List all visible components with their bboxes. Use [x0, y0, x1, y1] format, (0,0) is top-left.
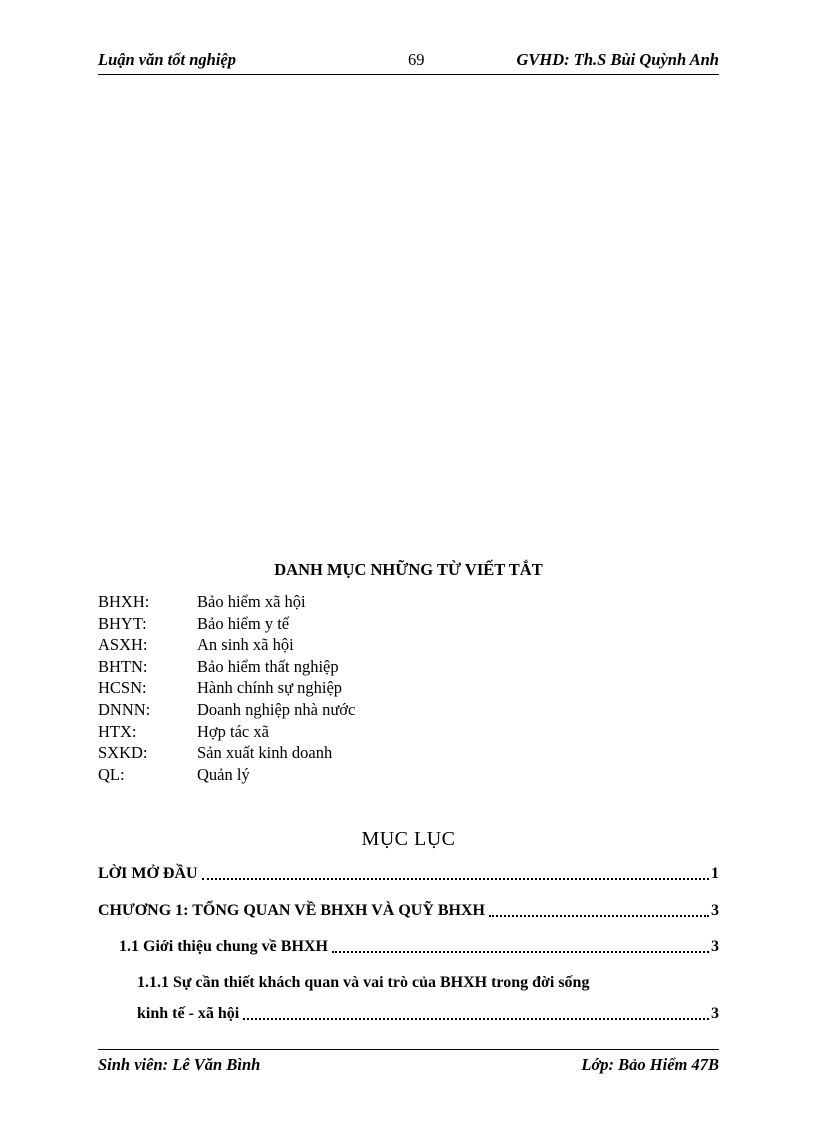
abbreviation-value: Bảo hiểm xã hội — [197, 592, 306, 611]
toc-entry-page: 1 — [711, 865, 719, 882]
abbreviation-value: Quản lý — [197, 764, 250, 784]
header-advisor: GVHD: Th.S Bùi Quỳnh Anh — [516, 50, 719, 69]
toc-entry-page: 3 — [711, 902, 719, 919]
toc-entry-section-1-1-1-line1[interactable]: 1.1.1 Sự cần thiết khách quan và vai trò của BHXH trong đời sống — [137, 974, 590, 991]
abbreviation-row — [98, 656, 355, 678]
abbreviation-row — [98, 721, 355, 743]
toc-entry-chapter-1[interactable] — [98, 902, 719, 920]
abbreviation-key: SXKD: — [98, 743, 148, 763]
abbreviation-key: BHYT: — [98, 613, 147, 633]
abbreviation-value: Bảo hiểm y tế — [197, 613, 290, 633]
abbreviation-key: HTX: — [98, 721, 137, 741]
toc-entry-section-1-1[interactable] — [119, 938, 719, 956]
abbreviation-row — [98, 613, 355, 635]
abbreviation-value: Doanh nghiệp nhà nước — [197, 699, 356, 719]
abbreviation-row — [98, 677, 355, 699]
abbreviation-value: Bảo hiểm thất nghiệp — [197, 656, 339, 676]
abbreviation-row — [98, 742, 355, 764]
toc-title: MỤC LỤC — [361, 828, 456, 850]
toc-entry-label: LỜI MỞ ĐẦU — [98, 865, 198, 882]
abbreviation-value: An sinh xã hội — [197, 635, 294, 655]
abbreviation-key: DNNN: — [98, 699, 151, 719]
footer-class: Lớp: Bảo Hiểm 47B — [581, 1055, 719, 1074]
abbreviation-row — [98, 764, 355, 786]
page-footer — [98, 1049, 719, 1076]
header-thesis-title: Luận văn tốt nghiệp — [98, 50, 236, 69]
toc-entry-intro[interactable] — [98, 865, 719, 883]
toc-entry-page: 3 — [711, 1005, 719, 1022]
toc-entry-label: CHƯƠNG 1: TỔNG QUAN VỀ BHXH VÀ QUỸ BHXH — [98, 902, 485, 919]
toc-leader-dots — [489, 915, 709, 917]
toc-entry-section-1-1-1[interactable] — [137, 1005, 719, 1023]
toc-entry-label: kinh tế - xã hội — [137, 1005, 240, 1022]
toc-leader-dots — [332, 951, 709, 953]
abbreviation-value: Hợp tác xã — [197, 721, 269, 741]
page-header — [98, 48, 719, 75]
abbreviations-title: DANH MỤC NHỮNG TỪ VIẾT TẮT — [274, 560, 543, 579]
abbreviation-key: BHTN: — [98, 656, 148, 676]
header-page-number: 69 — [408, 50, 425, 69]
abbreviation-row — [98, 634, 355, 656]
abbreviation-row — [98, 591, 355, 613]
abbreviations-list — [98, 591, 355, 785]
toc-entry-page: 3 — [711, 938, 719, 955]
abbreviation-key: BHXH: — [98, 592, 150, 611]
toc-leader-dots — [202, 878, 709, 880]
toc-leader-dots — [243, 1018, 709, 1020]
footer-student: Sinh viên: Lê Văn Bình — [98, 1055, 261, 1074]
abbreviation-key: ASXH: — [98, 635, 148, 655]
abbreviation-value: Sản xuất kinh doanh — [197, 743, 333, 763]
abbreviation-key: QL: — [98, 764, 125, 784]
abbreviation-value: Hành chính sự nghiệp — [197, 678, 343, 698]
toc-entry-label: 1.1 Giới thiệu chung về BHXH — [119, 938, 328, 955]
abbreviation-row — [98, 699, 355, 721]
abbreviation-key: HCSN: — [98, 678, 147, 698]
